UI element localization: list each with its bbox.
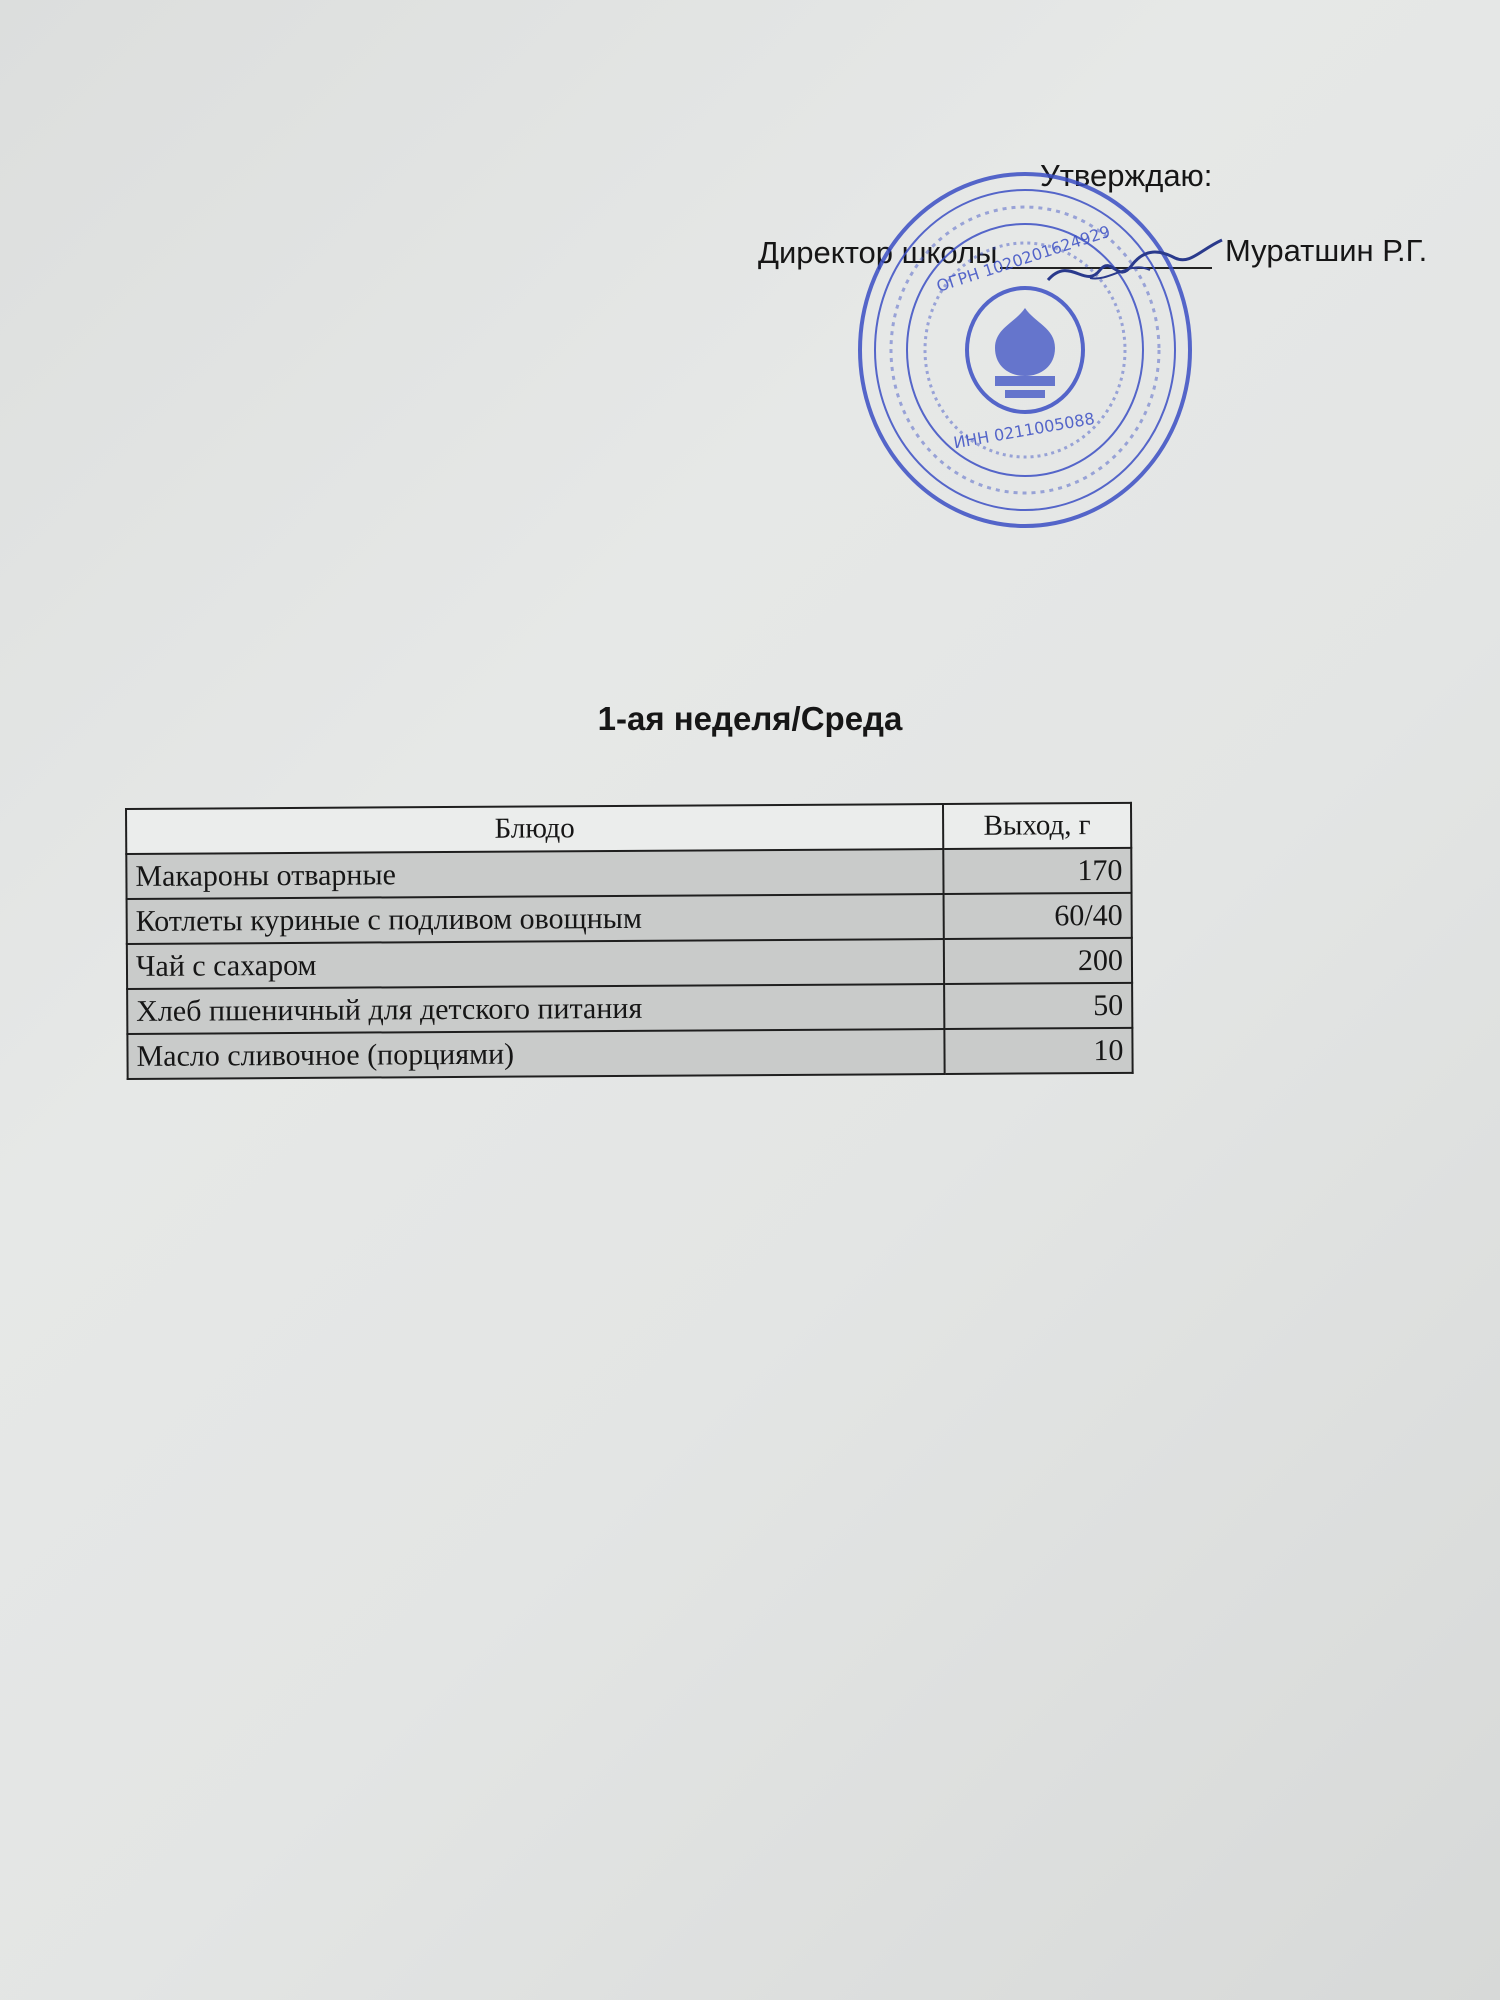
director-label: Директор школы: [758, 235, 998, 270]
table-header-row: [126, 803, 1131, 854]
table-row: [127, 938, 1132, 989]
table-row: [127, 893, 1132, 944]
dish-cell: Хлеб пшеничный для детского питания: [127, 984, 944, 1034]
stamp-inn: ИНН 0211005088: [952, 408, 1097, 453]
page-title: 1-ая неделя/Среда: [597, 700, 903, 737]
approve-label: Утверждаю:: [1040, 158, 1213, 193]
table-row: [127, 1028, 1132, 1079]
table-row: [126, 848, 1131, 899]
emblem-icon: [995, 308, 1055, 398]
stamp-ogrn: ОГРН 1020201624929: [934, 221, 1113, 296]
yield-cell: 200: [944, 938, 1132, 984]
dish-cell: Макароны отварные: [126, 849, 943, 899]
director-signature: [1040, 230, 1230, 300]
column-header-dish: Блюдо: [126, 804, 943, 854]
table-row: [127, 983, 1132, 1034]
official-stamp: [855, 168, 1195, 533]
dish-cell: Чай с сахаром: [127, 939, 944, 989]
director-name: Муратшин Р.Г.: [1225, 233, 1428, 268]
yield-cell: 60/40: [944, 893, 1132, 939]
column-header-yield: Выход, г: [943, 803, 1131, 849]
yield-cell: 170: [943, 848, 1131, 894]
yield-cell: 10: [944, 1028, 1132, 1074]
dish-cell: Масло сливочное (порциями): [127, 1029, 944, 1079]
yield-cell: 50: [944, 983, 1132, 1029]
dish-cell: Котлеты куриные с подливом овощным: [127, 894, 944, 944]
menu-table: [125, 802, 1134, 1080]
